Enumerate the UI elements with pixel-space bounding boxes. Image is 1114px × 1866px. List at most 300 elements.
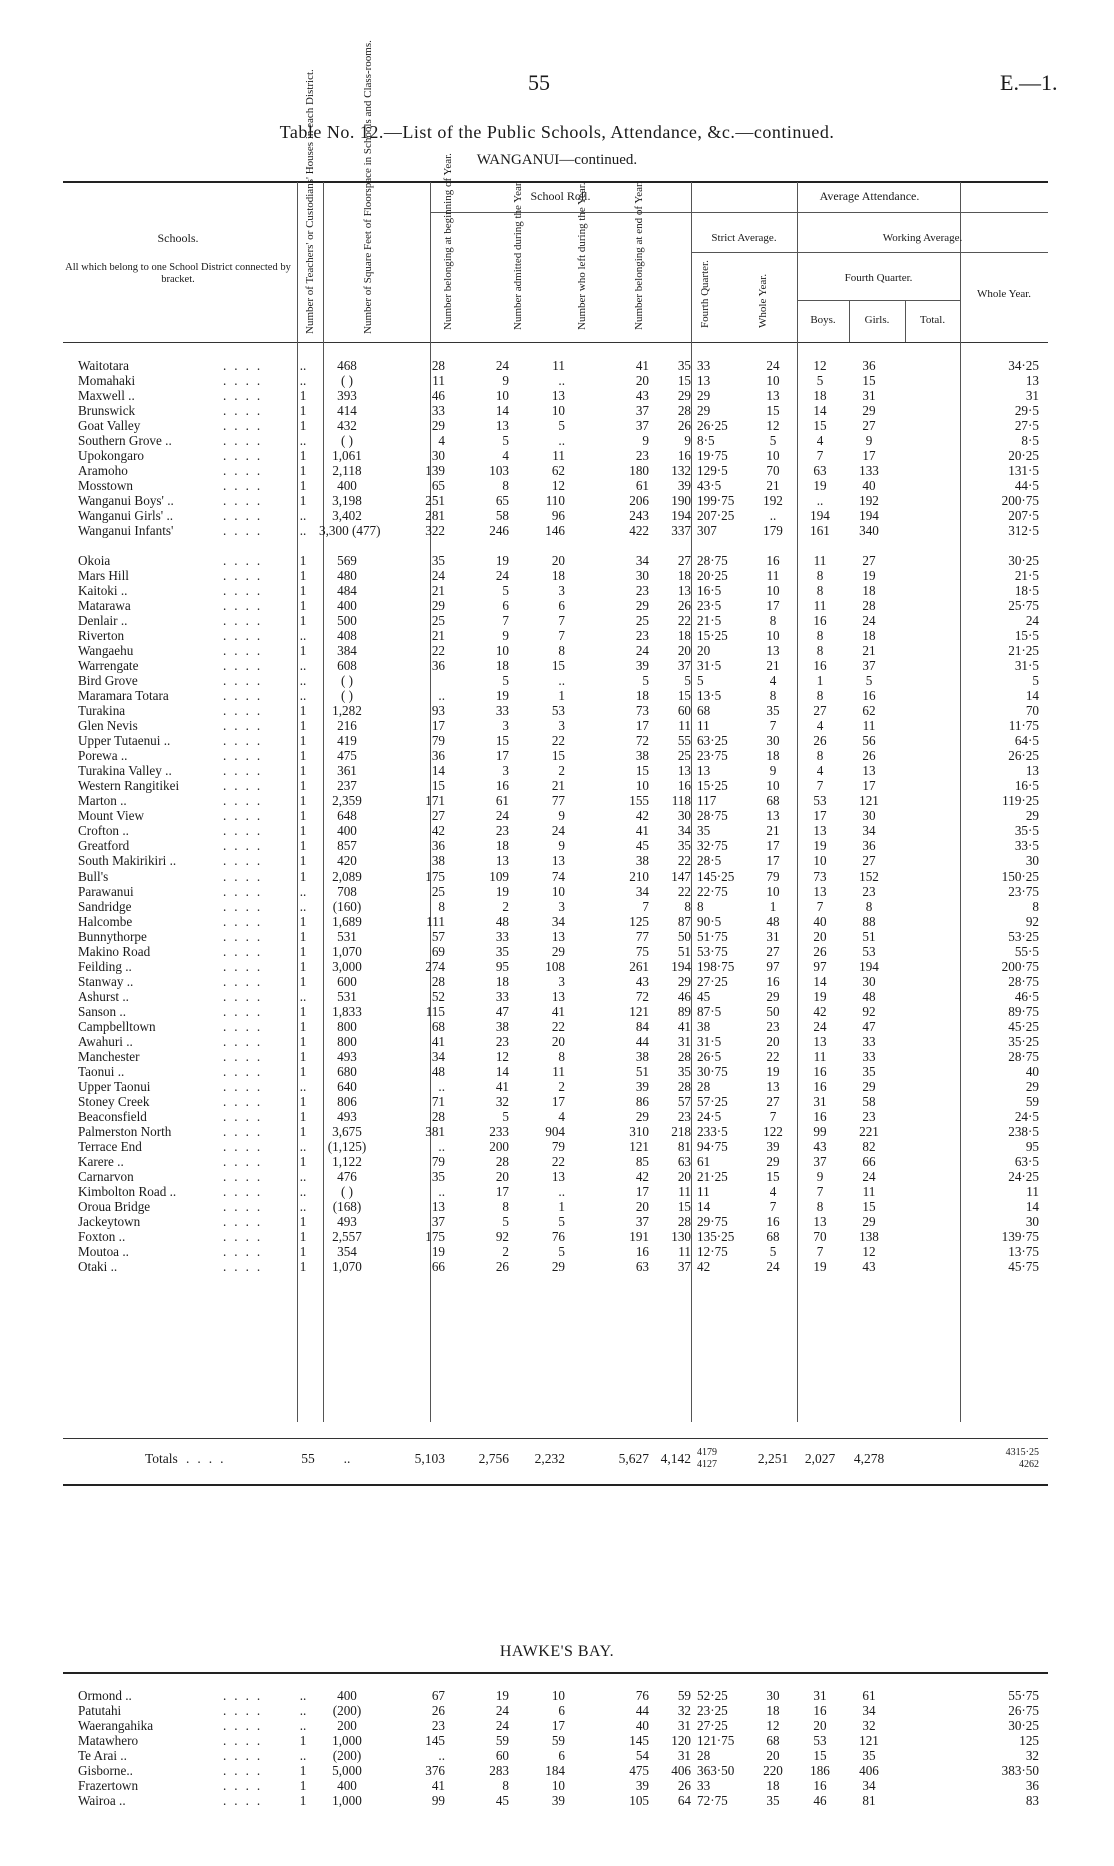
cell-whole-year: 30·75	[697, 1063, 728, 1079]
cell-end: 34	[635, 883, 649, 899]
cell-teachers: ..	[299, 988, 307, 1004]
cell-girls: 16	[813, 1063, 827, 1079]
cell-teachers: 1	[299, 913, 307, 929]
cell-whole-year-working: 26·25	[1008, 748, 1039, 764]
cell-teachers: ..	[299, 523, 307, 539]
leader-dots: ....	[223, 853, 269, 869]
cell-end: 24	[635, 643, 649, 659]
cell-school-name: Matarawa	[78, 598, 131, 614]
cell-boys: 7	[769, 1108, 777, 1124]
cell-boys: 29	[766, 1153, 780, 1169]
cell-boys: 4	[769, 1183, 777, 1199]
cell-boys: 23	[766, 1018, 780, 1034]
cell-end: 9	[642, 433, 649, 449]
cell-total: 17	[862, 448, 876, 464]
leader-dots: ....	[223, 568, 269, 584]
leader-dots: ....	[223, 1153, 269, 1169]
cell-fourth-quarter: 32	[677, 1703, 691, 1719]
cell-floorspace: 400	[337, 823, 357, 839]
totals-floor: ..	[343, 1451, 351, 1466]
cell-admitted: 10	[495, 388, 509, 404]
totals-dots: ....	[186, 1451, 232, 1466]
cell-left: 13	[551, 1168, 565, 1184]
cell-teachers: ..	[299, 673, 307, 689]
cell-end: 23	[635, 448, 649, 464]
cell-admitted: 35	[495, 943, 509, 959]
cell-whole-year: 22·75	[697, 883, 728, 899]
cell-school-name: Upokongaro	[78, 448, 144, 464]
cell-left: 10	[551, 1688, 565, 1703]
cell-whole-year-working: 44·5	[1014, 478, 1039, 494]
cell-whole-year: 5	[697, 673, 704, 689]
cell-whole-year: 23·5	[697, 598, 722, 614]
cell-floorspace: 493	[337, 1213, 357, 1229]
cell-left: 21	[551, 778, 565, 794]
cell-school-name: Momahaki	[78, 373, 136, 389]
cell-girls: 5	[816, 373, 824, 389]
cell-beginning: 376	[425, 1763, 445, 1779]
cell-whole-year: 135·25	[697, 1228, 735, 1244]
cell-whole-year-working: 139·75	[1001, 1228, 1039, 1244]
cell-floorspace: 3,675	[332, 1123, 362, 1139]
cell-admitted: 17	[495, 1183, 509, 1199]
cell-whole-year: 20·25	[697, 568, 728, 584]
cell-girls: 13	[813, 1033, 827, 1049]
table-row	[63, 598, 1048, 613]
cell-fourth-quarter: 20	[677, 643, 691, 659]
table-row	[63, 703, 1048, 718]
table-row	[63, 1079, 1048, 1094]
cell-admitted: 19	[495, 1688, 509, 1703]
leader-dots: ....	[223, 1688, 269, 1703]
table-row	[63, 673, 1048, 688]
cell-whole-year: 21·5	[697, 613, 722, 629]
cell-left: 29	[551, 1258, 565, 1274]
cell-girls: 24	[813, 1018, 827, 1034]
cell-school-name: Denlair ..	[78, 613, 128, 629]
cell-admitted: 41	[495, 1078, 509, 1094]
cell-teachers: ..	[299, 628, 307, 644]
cell-end: 121	[629, 1138, 649, 1154]
cell-left: 53	[551, 703, 565, 719]
cell-end: 39	[635, 658, 649, 674]
cell-admitted: 24	[495, 358, 509, 373]
cell-school-name: Awahuri ..	[78, 1033, 133, 1049]
cell-whole-year-working: 36	[1025, 1778, 1039, 1794]
table-row	[63, 568, 1048, 583]
cell-left: 1	[558, 688, 565, 704]
cell-fourth-quarter: 194	[671, 958, 691, 974]
cell-admitted: 3	[502, 763, 509, 779]
cell-boys: 97	[766, 958, 780, 974]
cell-fourth-quarter: 55	[677, 733, 691, 749]
cell-boys: 9	[769, 763, 777, 779]
cell-school-name: Maramara Totara	[78, 688, 169, 704]
cell-girls: 20	[813, 928, 827, 944]
cell-school-name: Porewa ..	[78, 748, 128, 764]
cell-left: 7	[558, 613, 565, 629]
cell-school-name: Waerangahika	[78, 1718, 154, 1734]
cell-beginning: 30	[431, 448, 445, 464]
cell-whole-year-working: 200·75	[1001, 958, 1039, 974]
cell-beginning: ..	[438, 1078, 445, 1094]
cell-boys: 11	[766, 568, 780, 584]
cell-whole-year: 33	[697, 358, 711, 373]
cell-left: 13	[551, 988, 565, 1004]
cell-admitted: 5	[502, 673, 509, 689]
cell-floorspace: 800	[337, 1033, 357, 1049]
cell-admitted: 18	[495, 838, 509, 854]
cell-total: 53	[862, 943, 876, 959]
cell-fourth-quarter: 18	[677, 628, 691, 644]
table-row	[63, 1004, 1048, 1019]
cell-total: 19	[862, 568, 876, 584]
cell-fourth-quarter: 50	[677, 928, 691, 944]
cell-boys: 122	[763, 1123, 783, 1139]
header-end: Number belonging at end of Year.	[633, 181, 645, 330]
cell-left: 77	[551, 793, 565, 809]
cell-boys: 192	[763, 493, 783, 509]
table-row	[63, 914, 1048, 929]
cell-beginning: 67	[431, 1688, 445, 1703]
cell-girls: 8	[816, 568, 824, 584]
cell-whole-year-working: 20·25	[1008, 448, 1039, 464]
cell-beginning: 71	[431, 1093, 445, 1109]
cell-floorspace: 1,070	[332, 943, 362, 959]
table-row	[63, 899, 1048, 914]
cell-whole-year-working: 95	[1025, 1138, 1039, 1154]
cell-fourth-quarter: 60	[677, 703, 691, 719]
cell-beginning: 34	[431, 1048, 445, 1064]
table-row	[63, 1154, 1048, 1169]
cell-left: 10	[551, 883, 565, 899]
cell-girls: 26	[813, 943, 827, 959]
cell-fourth-quarter: 39	[677, 478, 691, 494]
cell-beginning: 25	[431, 613, 445, 629]
totals-label: Totals	[145, 1451, 178, 1466]
cell-whole-year-working: 27·5	[1014, 418, 1039, 434]
leader-dots: ....	[223, 913, 269, 929]
cell-teachers: ..	[299, 373, 307, 389]
cell-fourth-quarter: 28	[677, 403, 691, 419]
cell-teachers: 1	[299, 1033, 307, 1049]
cell-total: 29	[862, 403, 876, 419]
cell-fourth-quarter: 35	[677, 358, 691, 373]
cell-end: 86	[635, 1093, 649, 1109]
cell-boys: 68	[766, 1228, 780, 1244]
cell-total: 27	[862, 418, 876, 434]
cell-teachers: ..	[299, 1168, 307, 1184]
cell-admitted: 26	[495, 1258, 509, 1274]
leader-dots: ....	[223, 523, 269, 539]
cell-whole-year-working: 25·75	[1008, 598, 1039, 614]
cell-school-name: Waitotara	[78, 358, 129, 373]
cell-girls: 7	[816, 1243, 824, 1259]
cell-floorspace: 361	[337, 763, 357, 779]
cell-end: 73	[635, 703, 649, 719]
cell-total: 15	[862, 1198, 876, 1214]
cell-end: 125	[629, 913, 649, 929]
cell-teachers: 1	[299, 763, 307, 779]
cell-fourth-quarter: 11	[678, 718, 691, 734]
cell-whole-year-working: 11·75	[1008, 718, 1039, 734]
cell-fourth-quarter: 9	[684, 433, 691, 449]
cell-floorspace: 640	[337, 1078, 357, 1094]
cell-admitted: 200	[489, 1138, 509, 1154]
cell-girls: 1	[816, 673, 824, 689]
cell-end: 422	[629, 523, 649, 539]
hawkes-top-rule	[63, 1672, 1048, 1674]
cell-school-name: Bunnythorpe	[78, 928, 147, 944]
header-strict-average: Strict Average.	[711, 232, 777, 244]
cell-boys: 27	[766, 1093, 780, 1109]
cell-left: 39	[551, 1793, 565, 1809]
cell-admitted: 18	[495, 658, 509, 674]
totals-fourth-quarter: 4,142	[660, 1451, 691, 1466]
table-row	[63, 1244, 1048, 1259]
page-number: 55	[528, 70, 550, 95]
cell-girls: 16	[813, 1078, 827, 1094]
cell-teachers: 1	[299, 583, 307, 599]
cell-admitted: 103	[489, 463, 509, 479]
cell-school-name: Turakina Valley ..	[78, 763, 172, 779]
cell-girls: 19	[813, 838, 827, 854]
cell-whole-year: 57·25	[697, 1093, 728, 1109]
cell-teachers: ..	[299, 508, 307, 524]
cell-floorspace: ( )	[340, 433, 354, 449]
cell-fourth-quarter: 16	[677, 448, 691, 464]
cell-end: 42	[635, 1168, 649, 1184]
cell-floorspace: 531	[337, 988, 357, 1004]
table-row	[63, 358, 1048, 373]
cell-fourth-quarter: 15	[677, 373, 691, 389]
totals-boys: 2,251	[757, 1451, 789, 1466]
cell-fourth-quarter: 26	[677, 598, 691, 614]
leader-dots: ....	[223, 658, 269, 674]
cell-boys: 16	[766, 553, 780, 569]
cell-whole-year: 26·25	[697, 418, 728, 434]
header-bottom-rule	[63, 342, 1048, 343]
leader-dots: ....	[223, 448, 269, 464]
leader-dots: ....	[223, 793, 269, 809]
cell-beginning: 26	[431, 1703, 445, 1719]
cell-total: 16	[862, 688, 876, 704]
cell-floorspace: 216	[337, 718, 357, 734]
cell-whole-year-working: 89·75	[1008, 1003, 1039, 1019]
cell-left: 6	[558, 1748, 565, 1764]
cell-beginning: 79	[431, 733, 445, 749]
cell-beginning: 35	[431, 1168, 445, 1184]
cell-school-name: Kimbolton Road ..	[78, 1183, 177, 1199]
cell-teachers: ..	[299, 1078, 307, 1094]
cell-total: 31	[862, 388, 876, 404]
cell-admitted: 13	[495, 853, 509, 869]
cell-admitted: 65	[495, 493, 509, 509]
cell-beginning: 27	[431, 808, 445, 824]
cell-whole-year: 23·75	[697, 748, 728, 764]
cell-total: 26	[862, 748, 876, 764]
cell-left: 8	[558, 643, 565, 659]
cell-floorspace: ( )	[340, 1183, 354, 1199]
cell-left: 3	[558, 973, 565, 989]
cell-girls: 14	[813, 973, 827, 989]
cell-admitted: 9	[502, 373, 509, 389]
table-row	[63, 1184, 1048, 1199]
cell-boys: 18	[766, 748, 780, 764]
cell-fourth-quarter: 22	[677, 613, 691, 629]
table-row	[63, 793, 1048, 808]
cell-left: 9	[558, 838, 565, 854]
table-row	[63, 628, 1048, 643]
header-top-rule	[63, 181, 1048, 183]
leader-dots: ....	[223, 1018, 269, 1034]
cell-beginning: 322	[425, 523, 445, 539]
table-row	[63, 1778, 1048, 1793]
cell-whole-year-working: 59	[1025, 1093, 1039, 1109]
cell-admitted: 246	[489, 523, 509, 539]
cell-admitted: 45	[495, 1793, 509, 1809]
leader-dots: ....	[223, 1168, 269, 1184]
cell-boys: ..	[769, 508, 777, 524]
cell-left: 59	[551, 1733, 565, 1749]
cell-fourth-quarter: 406	[671, 1763, 691, 1779]
table-row	[63, 1793, 1048, 1808]
cell-beginning: 111	[426, 913, 445, 929]
leader-dots: ....	[223, 1183, 269, 1199]
cell-admitted: 19	[495, 553, 509, 569]
header-school-roll: School Roll.	[530, 189, 591, 203]
region-heading-hawkes-bay: HAWKE'S BAY.	[499, 1643, 615, 1660]
cell-total: 192	[859, 493, 879, 509]
cell-total: 23	[862, 883, 876, 899]
cell-boys: 13	[766, 643, 780, 659]
cell-total: 29	[862, 1078, 876, 1094]
cell-left: 17	[551, 1718, 565, 1734]
cell-floorspace: 648	[337, 808, 357, 824]
cell-end: 145	[629, 1733, 649, 1749]
cell-end: 38	[635, 1048, 649, 1064]
header-schools: Schools.	[157, 231, 199, 245]
leader-dots: ....	[223, 1258, 269, 1274]
cell-boys: 7	[769, 1198, 777, 1214]
header-admitted: Number admitted during the Year.	[512, 180, 524, 330]
cell-school-name: Terrace End	[78, 1138, 142, 1154]
cell-admitted: 7	[502, 613, 509, 629]
leader-dots: ....	[223, 1733, 269, 1749]
cell-total: 62	[862, 703, 876, 719]
table-row	[63, 493, 1048, 508]
leader-dots: ....	[223, 688, 269, 704]
leader-dots: ....	[223, 478, 269, 494]
cell-fourth-quarter: 81	[677, 1138, 691, 1154]
cell-school-name: Mount View	[78, 808, 145, 824]
cell-girls: 99	[813, 1123, 827, 1139]
wanganui-table-body	[63, 358, 1048, 1274]
cell-girls: 16	[813, 613, 827, 629]
cell-beginning: 37	[431, 1213, 445, 1229]
totals-end: 5,627	[618, 1451, 649, 1466]
cell-left: 22	[551, 1153, 565, 1169]
cell-whole-year: 199·75	[697, 493, 735, 509]
cell-total: 340	[859, 523, 879, 539]
leader-dots: ....	[223, 1243, 269, 1259]
cell-whole-year: 29	[697, 403, 711, 419]
leader-dots: ....	[223, 1093, 269, 1109]
cell-end: 61	[635, 478, 649, 494]
cell-admitted: 19	[495, 883, 509, 899]
cell-floorspace: 2,359	[332, 793, 362, 809]
header-beginning: Number belonging at beginning of Year.	[442, 153, 454, 330]
cell-end: 25	[635, 613, 649, 629]
cell-total: 88	[862, 913, 876, 929]
cell-floorspace: 484	[337, 583, 357, 599]
cell-girls: 8	[816, 748, 824, 764]
cell-teachers: ..	[299, 898, 307, 914]
cell-fourth-quarter: 11	[678, 1183, 691, 1199]
cell-end: 76	[635, 1688, 649, 1703]
cell-floorspace: 1,122	[332, 1153, 362, 1169]
cell-total: 11	[862, 718, 876, 734]
cell-teachers: 1	[299, 778, 307, 794]
cell-total: 17	[862, 778, 876, 794]
cell-girls: 8	[816, 643, 824, 659]
cell-whole-year: 90·5	[697, 913, 722, 929]
cell-teachers: 1	[299, 448, 307, 464]
header-schools-note: All which belong to one School District connected by bracket.	[65, 262, 291, 285]
cell-boys: 30	[766, 1688, 780, 1703]
cell-total: 34	[862, 823, 876, 839]
cell-left: 74	[551, 868, 565, 884]
cell-school-name: Foxton ..	[78, 1228, 126, 1244]
cell-school-name: Te Arai ..	[78, 1748, 127, 1764]
cell-admitted: 20	[495, 1168, 509, 1184]
cell-whole-year: 21·25	[697, 1168, 728, 1184]
cell-admitted: 5	[502, 583, 509, 599]
cell-school-name: Riverton	[78, 628, 125, 644]
cell-end: 37	[635, 403, 649, 419]
cell-beginning: 69	[431, 943, 445, 959]
cell-left: 11	[552, 358, 565, 373]
leader-dots: ....	[223, 598, 269, 614]
cell-whole-year: 31·5	[697, 1033, 722, 1049]
cell-teachers: ..	[299, 358, 307, 373]
cell-boys: 13	[766, 808, 780, 824]
cell-floorspace: 1,000	[332, 1793, 362, 1809]
cell-total: 194	[859, 958, 879, 974]
cell-end: 38	[635, 748, 649, 764]
totals-total: 4,278	[853, 1451, 885, 1466]
cell-whole-year: 11	[697, 718, 710, 734]
table-row	[63, 1064, 1048, 1079]
cell-left: 17	[551, 1093, 565, 1109]
cell-girls: ..	[816, 493, 824, 509]
cell-whole-year: 28·5	[697, 853, 722, 869]
table-row	[63, 853, 1048, 868]
cell-floorspace: 1,061	[332, 448, 362, 464]
cell-teachers: 1	[299, 613, 307, 629]
cell-whole-year: 29	[697, 388, 711, 404]
cell-whole-year-working: 92	[1025, 913, 1039, 929]
cell-whole-year-working: 16·5	[1014, 778, 1039, 794]
header-left: Number who left during the Year.	[576, 182, 588, 330]
table-row	[63, 643, 1048, 658]
cell-left: ..	[558, 433, 565, 449]
leader-dots: ....	[223, 823, 269, 839]
cell-whole-year: 42	[697, 1258, 711, 1274]
leader-dots: ....	[223, 703, 269, 719]
cell-beginning: ..	[438, 1183, 445, 1199]
cell-end: 475	[629, 1763, 649, 1779]
